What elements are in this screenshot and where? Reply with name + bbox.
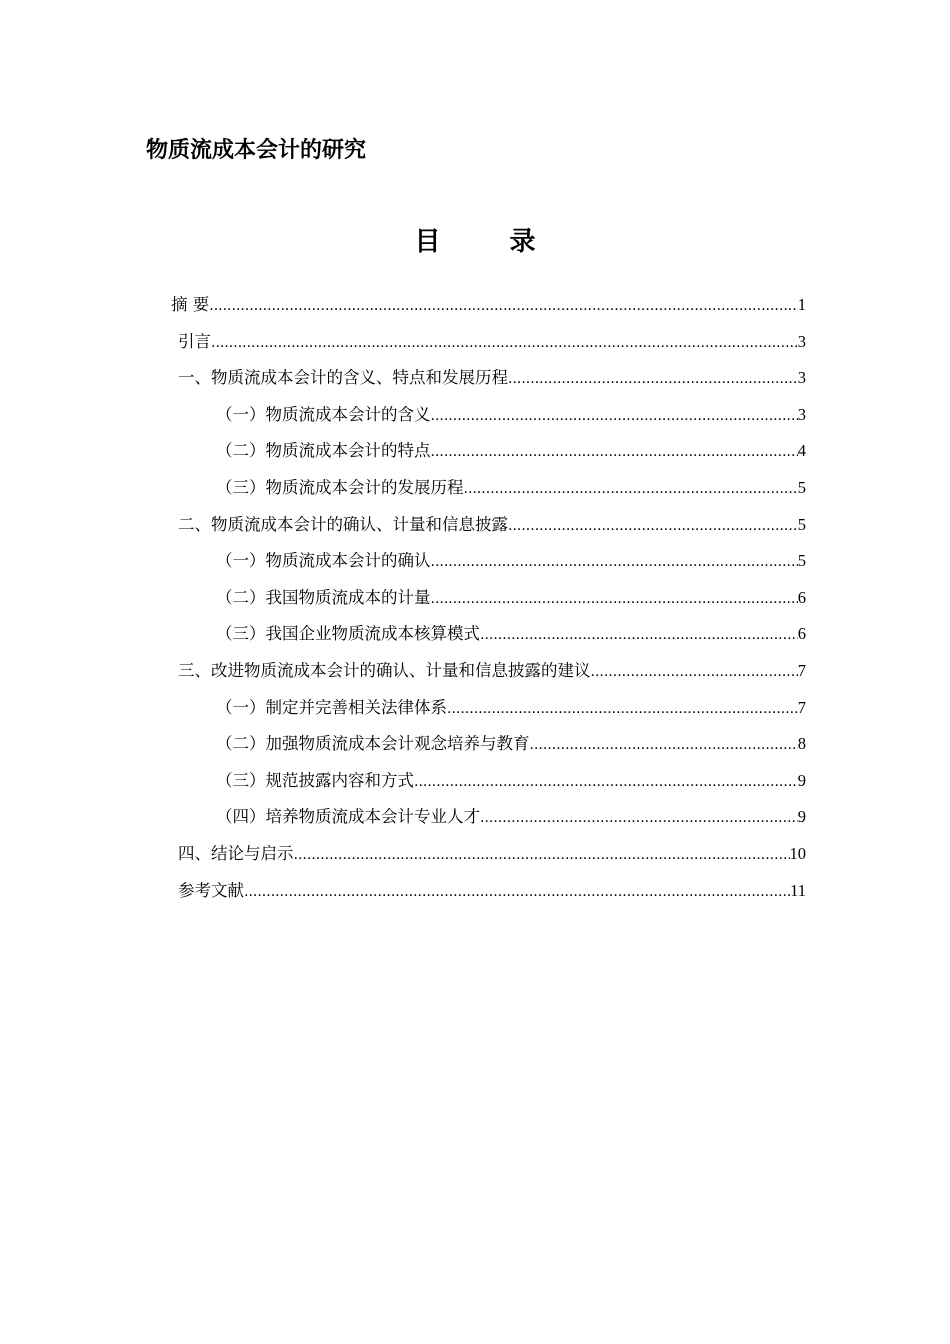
toc-dot-leader — [464, 474, 798, 504]
toc-entry-page-number: 1 — [797, 295, 806, 314]
toc-entry-label: （一）制定并完善相关法律体系 — [216, 697, 447, 717]
toc-entry-page-number: 10 — [789, 844, 806, 863]
toc-entry[interactable] — [216, 583, 806, 613]
toc-entry[interactable] — [216, 400, 806, 430]
toc-entry-page-number: 11 — [790, 880, 806, 900]
toc-entry[interactable] — [178, 363, 806, 393]
toc-entry-label: （一）物质流成本会计的确认 — [216, 551, 431, 571]
toc-dot-leader — [211, 328, 798, 358]
toc-entry-label: （四）培养物质流成本会计专业人才 — [216, 807, 480, 827]
toc-entry-label: 参考文献 — [178, 880, 244, 900]
toc-entry[interactable] — [216, 619, 806, 649]
toc-entry-label: （二）加强物质流成本会计观念培养与教育 — [216, 734, 530, 754]
toc-entry-page-number: 3 — [797, 368, 806, 388]
toc-entry[interactable] — [178, 876, 806, 906]
toc-entry-page-number: 7 — [797, 661, 806, 680]
toc-entry[interactable] — [216, 802, 806, 832]
toc-dot-leader — [530, 730, 798, 760]
toc-dot-leader — [447, 694, 798, 724]
toc-entry-page-number: 3 — [797, 331, 806, 351]
toc-entry-label: （二）物质流成本会计的特点 — [216, 441, 431, 461]
toc-dot-leader — [431, 547, 798, 577]
toc-entry-page-number: 5 — [797, 551, 806, 571]
toc-entry-label: （三）物质流成本会计的发展历程 — [216, 478, 464, 497]
toc-entry-label: 一、物质流成本会计的含义、特点和发展历程 — [178, 368, 508, 388]
toc-entry-page-number: 9 — [797, 807, 806, 827]
toc-entry-label: 二、物质流成本会计的确认、计量和信息披露 — [178, 514, 508, 534]
toc-heading: 目 录 — [414, 227, 566, 257]
toc-dot-leader — [508, 364, 798, 394]
toc-entry[interactable] — [216, 546, 806, 576]
toc-entry-label: 引言 — [178, 331, 211, 351]
toc-entry-page-number: 7 — [797, 697, 806, 717]
toc-entry[interactable] — [178, 656, 806, 686]
toc-dot-leader — [414, 767, 798, 797]
toc-entry[interactable] — [216, 436, 806, 466]
toc-entry-label: 三、改进物质流成本会计的确认、计量和信息披露的建议 — [178, 661, 591, 680]
toc-entry[interactable] — [216, 729, 806, 759]
toc-entry-page-number: 5 — [797, 478, 806, 497]
toc-dot-leader — [480, 620, 798, 650]
document-title: 物质流成本会计的研究 — [146, 138, 367, 163]
toc-entry[interactable] — [178, 327, 806, 357]
toc-entry[interactable] — [178, 839, 806, 869]
toc-entry[interactable] — [171, 290, 806, 320]
toc-dot-leader — [244, 877, 790, 907]
toc-entry-label: （三）我国企业物质流成本核算模式 — [216, 624, 480, 644]
toc-dot-leader — [431, 401, 798, 431]
toc-dot-leader — [294, 840, 790, 870]
toc-entry-page-number: 6 — [797, 624, 806, 644]
toc-dot-leader — [591, 657, 798, 687]
toc-entry-label: 四、结论与启示 — [178, 844, 294, 863]
toc-entry-page-number: 4 — [797, 441, 806, 461]
toc-entry-page-number: 3 — [797, 404, 806, 424]
toc-entry-page-number: 9 — [797, 770, 806, 790]
toc-dot-leader — [480, 803, 798, 833]
toc-entry[interactable] — [178, 510, 806, 540]
toc-dot-leader — [209, 291, 798, 321]
toc-entry-page-number: 5 — [797, 514, 806, 534]
toc-dot-leader — [431, 584, 798, 614]
toc-entry-label: （一）物质流成本会计的含义 — [216, 404, 431, 424]
toc-entry-label: （三）规范披露内容和方式 — [216, 770, 414, 790]
toc-dot-leader — [431, 437, 798, 467]
toc-entry-page-number: 6 — [797, 587, 806, 607]
toc-entry[interactable] — [216, 473, 806, 503]
toc-entry-label: （二）我国物质流成本的计量 — [216, 587, 431, 607]
toc-entry-label: 摘 要 — [171, 295, 210, 314]
toc-entry-page-number: 8 — [797, 734, 806, 754]
toc-dot-leader — [508, 511, 798, 541]
toc-entry[interactable] — [216, 693, 806, 723]
toc-entry[interactable] — [216, 766, 806, 796]
